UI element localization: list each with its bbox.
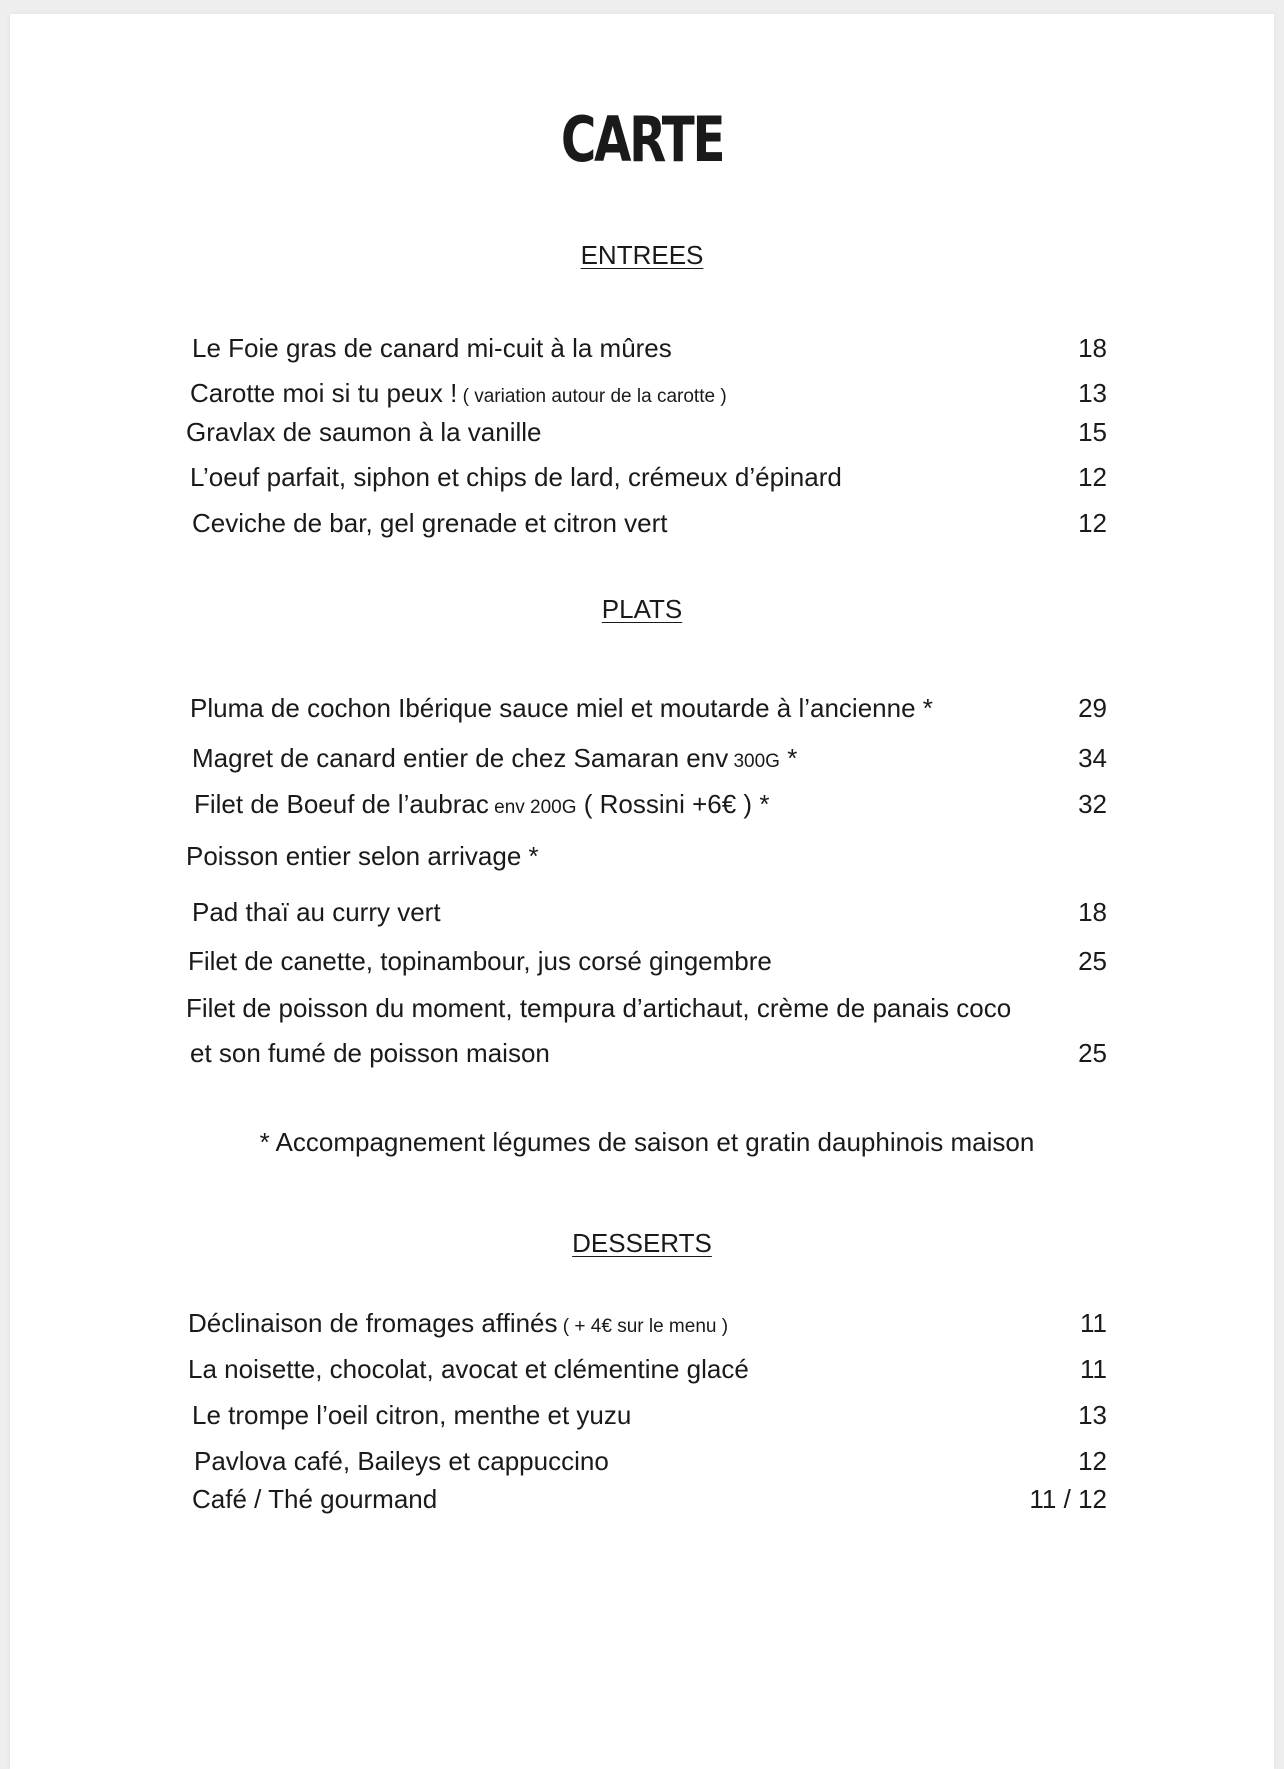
item-price: 11: [1080, 1354, 1107, 1384]
item-price: 25: [1078, 946, 1107, 976]
item-name: Pavlova café, Baileys et cappuccino: [194, 1446, 609, 1476]
menu-item: [10, 990, 1274, 1026]
asterisk-mark: *: [521, 841, 539, 871]
section-heading-entrees: ENTREES: [580, 240, 704, 270]
item-price: 12: [1078, 508, 1107, 538]
section-heading-desserts: DESSERTS: [572, 1228, 712, 1258]
item-note: env 200G: [488, 797, 577, 818]
item-price: 32: [1078, 789, 1107, 819]
menu-item: [10, 943, 1274, 979]
item-name: Café / Thé gourmand: [192, 1484, 438, 1514]
item-note: ( + 4€ sur le menu ): [557, 1316, 729, 1337]
menu-item: [10, 1305, 1274, 1341]
asterisk-mark: *: [779, 743, 798, 773]
item-name: Déclinaison de fromages affinés: [188, 1308, 558, 1338]
item-price: 29: [1078, 693, 1107, 723]
item-price: 34: [1078, 743, 1107, 773]
asterisk-mark: *: [915, 693, 933, 723]
item-name: Pluma de cochon Ibérique sauce miel et moutarde à l’ancienne: [190, 693, 916, 723]
item-price: 15: [1078, 417, 1107, 447]
item-price: 13: [1078, 1400, 1107, 1430]
item-price: 13: [1078, 378, 1107, 408]
menu-item: [10, 1397, 1274, 1433]
item-name: Carotte moi si tu peux !: [190, 378, 458, 408]
item-name: Filet de poisson du moment, tempura d’artichaut, crème de panais coco: [186, 993, 1012, 1023]
item-name: Filet de canette, topinambour, jus corsé gingembre: [188, 946, 772, 976]
item-price: 11: [1080, 1308, 1107, 1338]
item-name: Le trompe l’oeil citron, menthe et yuzu: [192, 1400, 632, 1430]
menu-item: [10, 414, 1274, 450]
menu-item: [10, 459, 1274, 495]
item-price: 12: [1078, 462, 1107, 492]
item-price: 25: [1078, 1038, 1107, 1068]
item-name: Ceviche de bar, gel grenade et citron vert: [192, 508, 668, 538]
menu-item: [10, 894, 1274, 930]
item-note: 300G: [728, 751, 780, 772]
section-heading-plats: PLATS: [601, 594, 683, 624]
item-name: Le Foie gras de canard mi-cuit à la mûres: [192, 333, 672, 363]
item-name: Gravlax de saumon à la vanille: [186, 417, 542, 447]
menu-item: [10, 1035, 1274, 1071]
item-name: Pad thaï au curry vert: [192, 897, 441, 927]
menu-item: [10, 1351, 1274, 1387]
item-price: 12: [1078, 1446, 1107, 1476]
item-name: Filet de Boeuf de l’aubrac: [194, 789, 489, 819]
menu-item: [10, 1443, 1274, 1479]
page-title: CARTE: [560, 103, 724, 176]
item-name: La noisette, chocolat, avocat et clémentine glacé: [188, 1354, 749, 1384]
menu-item: [10, 786, 1274, 822]
item-price: 11 / 12: [1029, 1484, 1107, 1514]
menu-page: [10, 14, 1274, 1769]
item-name: L’oeuf parfait, siphon et chips de lard, crémeux d’épinard: [190, 462, 842, 492]
menu-item: [10, 1481, 1274, 1517]
footnote: * Accompagnement légumes de saison et gratin dauphinois maison: [259, 1127, 1035, 1157]
item-extra: ( Rossini +6€ ) *: [576, 789, 770, 819]
menu-item: [10, 330, 1274, 366]
item-name: Poisson entier selon arrivage: [186, 841, 522, 871]
menu-item: [10, 505, 1274, 541]
menu-item: [10, 375, 1274, 411]
menu-item: [10, 740, 1274, 776]
item-price: 18: [1078, 333, 1107, 363]
menu-item: [10, 690, 1274, 726]
item-name: Magret de canard entier de chez Samaran env: [192, 743, 729, 773]
item-note: ( variation autour de la carotte ): [457, 386, 727, 407]
menu-item: [10, 838, 1274, 874]
item-name: et son fumé de poisson maison: [190, 1038, 550, 1068]
item-price: 18: [1078, 897, 1107, 927]
